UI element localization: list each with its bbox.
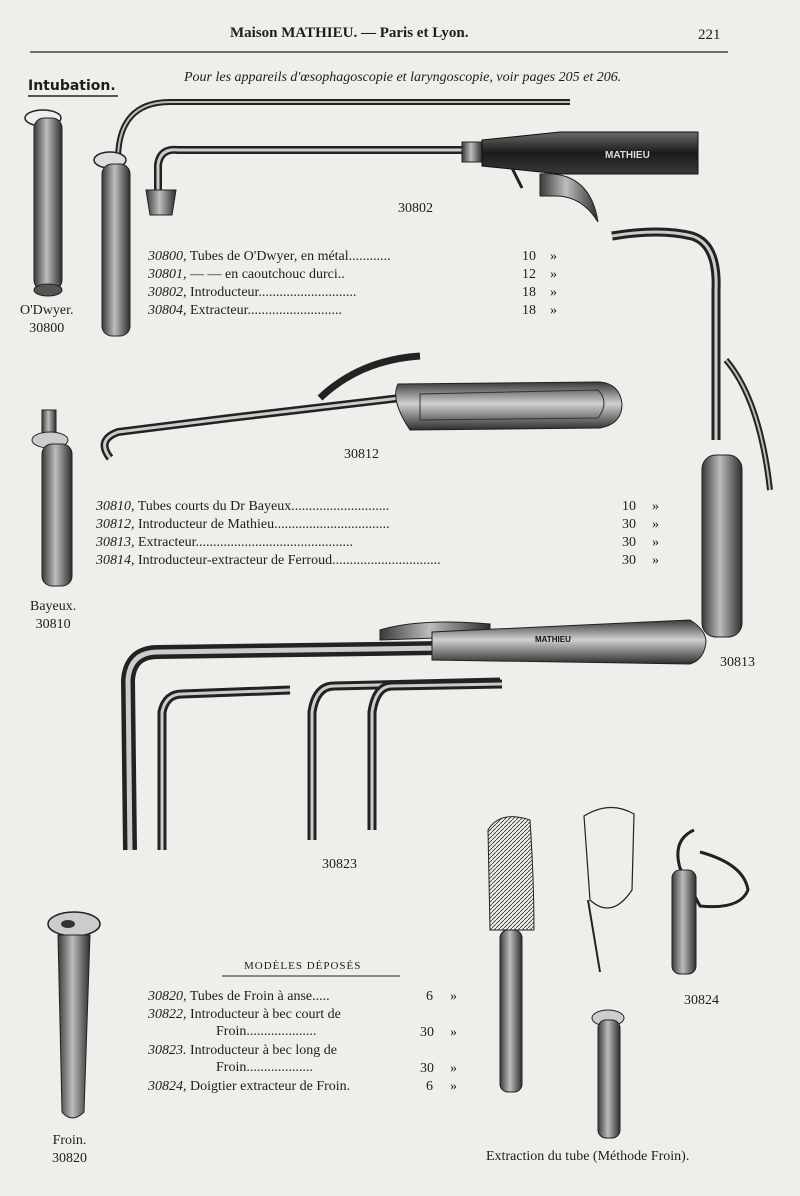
- section-note: Pour les appareils d'œsophagoscopie et laryngoscopie, voir pages 205 et 206.: [184, 70, 622, 85]
- svg-text:MATHIEU: MATHIEU: [605, 150, 650, 161]
- froin-label: Froin. 30820: [52, 1133, 87, 1166]
- froin-tube-illustration: [48, 912, 100, 1118]
- catalog-row: 30810, Tubes courts du Dr Bayeux............................ 10 »: [96, 499, 659, 514]
- figure-30802-number: 30802: [398, 201, 433, 216]
- odwyer-tube-illustration: [25, 110, 62, 296]
- doigtier-30824-illustration: [672, 830, 748, 974]
- catalog-row: 30800, Tubes de O'Dwyer, en métal............ 10 »: [148, 249, 557, 264]
- bayeux-tube-illustration: [32, 410, 72, 586]
- catalog-row: 30812, Introducteur de Mathieu................................. 30 »: [96, 517, 659, 532]
- catalog-row: 30802, Introducteur............................ 18 »: [148, 285, 557, 300]
- odwyer-label: O'Dwyer. 30800: [20, 303, 74, 336]
- introducer-30812-illustration: [105, 356, 622, 458]
- engraved-mark: MATHIEU: [535, 635, 571, 644]
- catalog-row: 30804, Extracteur........................... 18 »: [148, 303, 557, 318]
- bayeux-label: Bayeux. 30810: [30, 599, 77, 632]
- catalog-list-3: [148, 988, 468, 1096]
- figure-30824-number: 30824: [684, 993, 719, 1008]
- catalog-row: 30801, — — en caoutchouc durci.. 12 »: [148, 267, 557, 282]
- catalog-list-1: [148, 248, 568, 320]
- catalog-row: 30824, Doigtier extracteur de Froin. 6 »: [148, 1079, 457, 1094]
- extraction-method-illustration: [488, 807, 634, 1138]
- extraction-caption: Extraction du tube (Méthode Froin).: [486, 1149, 690, 1164]
- figure-30823-number: 30823: [322, 857, 357, 872]
- catalog-row: 30820, Tubes de Froin à anse..... 6 »: [148, 989, 457, 1004]
- instrument-set-30823-illustration: [128, 620, 706, 850]
- figure-30812-number: 30812: [344, 447, 379, 462]
- header-title: Maison MATHIEU. — Paris et Lyon.: [230, 25, 469, 41]
- page-number: 221: [698, 27, 721, 43]
- catalog-row: 30823. Introducteur à bec long de Froin................... 30 »: [148, 1043, 457, 1076]
- catalog-row: 30813, Extracteur............................................. 30 »: [96, 535, 659, 550]
- section-heading: Intubation.: [28, 78, 116, 94]
- catalog-list-2: [96, 498, 666, 570]
- catalog-row: 30822, Introducteur à bec court de Froin.................... 30 »: [148, 1007, 457, 1040]
- extractor-30813-illustration: [612, 232, 770, 637]
- catalog-3-heading: MODÈLES DÉPOSÉS: [244, 960, 362, 972]
- catalog-row: 30814, Introducteur-extracteur de Ferroud............................... 30 »: [96, 553, 659, 568]
- figure-30813-number: 30813: [720, 655, 755, 670]
